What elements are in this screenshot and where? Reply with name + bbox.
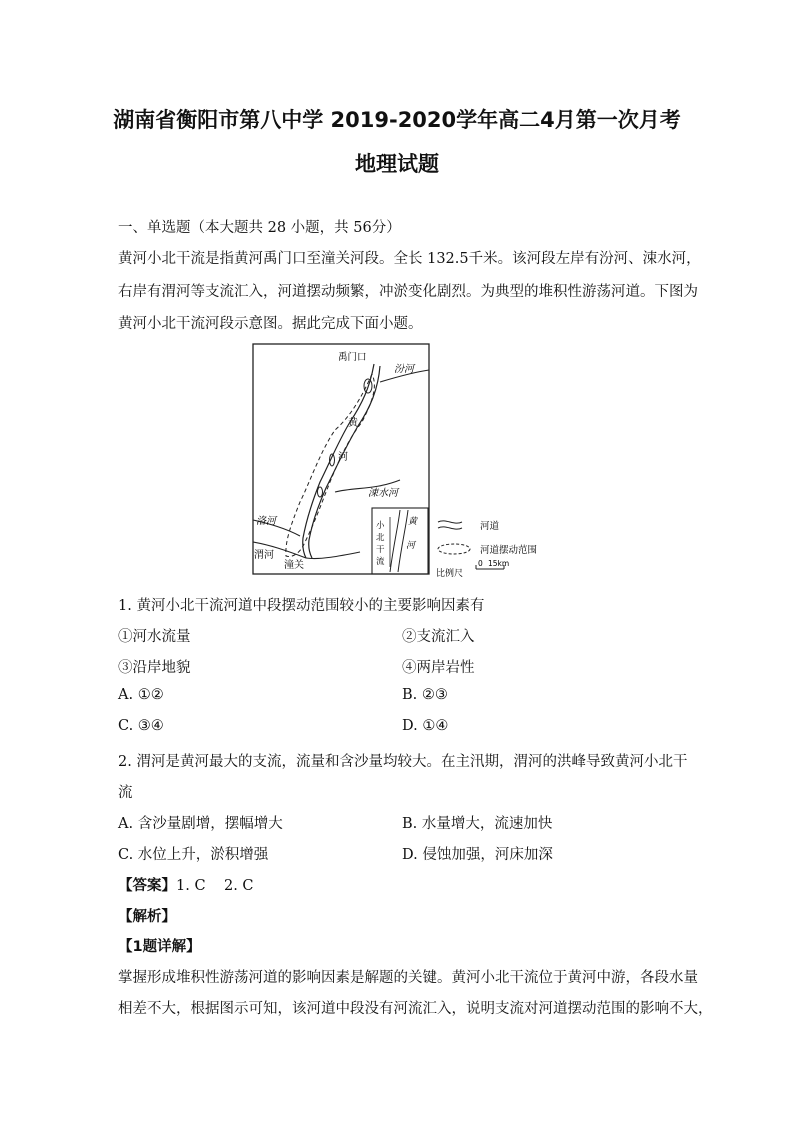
legend-swing-symbol — [438, 544, 470, 554]
tongguan-bend — [306, 552, 360, 559]
analysis-label: 【解析】 — [118, 909, 176, 925]
river-island — [318, 487, 323, 497]
yellow-river-map — [250, 342, 550, 582]
legend-river-symbol — [438, 521, 462, 529]
intro-line-3: 黄河小北干流河段示意图。据此完成下面小题。 — [118, 316, 423, 332]
inset-river-left — [390, 510, 400, 572]
section-heading: 一、单选题（本大题共 28 小题，共 56分） — [118, 220, 401, 236]
q1-option-b: B. ②③ — [402, 687, 448, 703]
label-yumenkou: 禹门口 — [338, 352, 367, 363]
legend-scale-zero: 0 — [478, 559, 483, 568]
q1-item-4: ④两岸岩性 — [402, 660, 475, 676]
q1-item-1: ①河水流量 — [118, 629, 191, 645]
answer-label: 【答案】 — [118, 878, 176, 894]
q1-item-2: ②支流汇入 — [402, 629, 475, 645]
legend-swing-label: 河道摆动范围 — [480, 545, 538, 556]
inset-label-bei: 北 — [376, 533, 385, 543]
label-luohe: 洛河 — [256, 516, 276, 527]
label-huang: 黄 — [348, 418, 358, 429]
inset-label-liu: 流 — [376, 557, 385, 567]
detail-label: 【1题详解】 — [118, 939, 201, 955]
legend-scale-label: 比例尺 — [436, 569, 464, 579]
q2-option-b: B. 水量增大，流速加快 — [402, 816, 553, 832]
q2-option-d: D. 侵蚀加强，河床加深 — [402, 847, 553, 863]
q2-option-a: A. 含沙量剧增，摆幅增大 — [118, 816, 283, 832]
answer-line — [118, 874, 254, 895]
label-sushuihe: 涑水河 — [368, 488, 398, 499]
label-he: 河 — [338, 452, 348, 463]
inset-label-gan: 干 — [376, 545, 385, 555]
label-tongguan: 潼关 — [284, 560, 304, 571]
inset-label-huang: 黄 — [408, 517, 418, 527]
label-weihe: 渭河 — [254, 550, 274, 561]
q2-stem-line-2: 流 — [118, 785, 133, 801]
q1-stem: 1. 黄河小北干流河道中段摆动范围较小的主要影响因素有 — [118, 598, 485, 614]
detail-line-2: 相差不大，根据图示可知，该河道中段没有河流汇入，说明支流对河道摆动范围的影响不大， — [118, 1001, 713, 1017]
intro-line-2: 右岸有渭河等支流汇入，河道摆动频繁，冲淤变化剧烈。为典型的堆积性游荡河道。下图为 — [118, 284, 698, 300]
document-subtitle: 地理试题 — [355, 152, 439, 176]
inset-label-xiao: 小 — [376, 521, 385, 531]
q2-stem-line-1: 2. 渭河是黄河最大的支流，流量和含沙量均较大。在主汛期，渭河的洪峰导致黄河小北干 — [118, 754, 688, 770]
legend-scale-distance: 15km — [488, 559, 510, 568]
q1-option-d: D. ①④ — [402, 718, 449, 734]
inset-label-he: 河 — [406, 541, 416, 551]
q1-option-a: A. ①② — [118, 687, 164, 703]
label-fenhe: 汾河 — [394, 364, 414, 375]
legend-river-label: 河道 — [480, 521, 500, 532]
detail-line-1: 掌握形成堆积性游荡河道的影响因素是解题的关键。黄河小北干流位于黄河中游，各段水量 — [118, 970, 698, 986]
answer-text: 1. C 2. C — [176, 878, 254, 894]
q2-option-c: C. 水位上升，淤积增强 — [118, 847, 269, 863]
intro-line-1: 黄河小北干流是指黄河禹门口至潼关河段。全长 132.5千米。该河段左岸有汾河、涑水河， — [118, 251, 701, 267]
q1-item-3: ③沿岸地貌 — [118, 660, 191, 676]
q1-option-c: C. ③④ — [118, 718, 164, 734]
document-title: 湖南省衡阳市第八中学 2019-2020学年高二4月第一次月考 — [113, 108, 681, 132]
